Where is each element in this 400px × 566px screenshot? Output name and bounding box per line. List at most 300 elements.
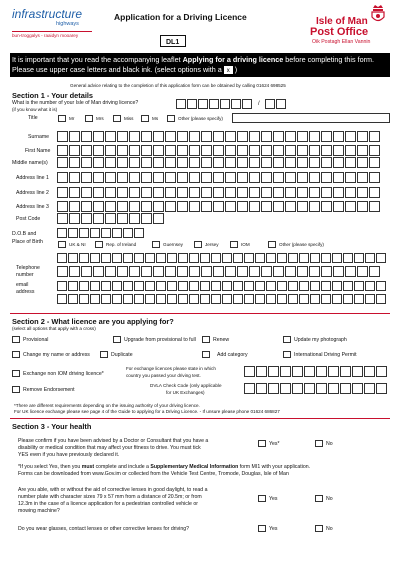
char-box[interactable] (141, 201, 152, 212)
char-box[interactable] (129, 131, 140, 142)
health-q3-yes-checkbox[interactable] (258, 525, 266, 532)
char-box[interactable] (249, 266, 260, 277)
char-box[interactable] (297, 131, 308, 142)
email-boxes-1[interactable] (57, 281, 390, 291)
char-box[interactable] (93, 131, 104, 142)
char-box[interactable] (189, 281, 199, 291)
char-box[interactable] (165, 266, 176, 277)
char-box[interactable] (297, 187, 308, 198)
char-box[interactable] (145, 281, 155, 291)
char-box[interactable] (79, 281, 89, 291)
char-box[interactable] (129, 266, 140, 277)
char-box[interactable] (129, 157, 140, 168)
char-box[interactable] (117, 266, 128, 277)
health-q1-no-checkbox[interactable] (315, 440, 323, 447)
char-box[interactable] (225, 266, 236, 277)
char-box[interactable] (369, 172, 380, 183)
char-box[interactable] (69, 131, 80, 142)
char-box[interactable] (369, 131, 380, 142)
email-boxes-2[interactable] (57, 294, 390, 304)
char-box[interactable] (285, 172, 296, 183)
char-box[interactable] (105, 145, 116, 156)
char-box[interactable] (333, 145, 344, 156)
char-box[interactable] (376, 294, 386, 304)
char-box[interactable] (357, 266, 368, 277)
char-box[interactable] (321, 281, 331, 291)
char-box[interactable] (178, 253, 188, 263)
char-box[interactable] (213, 131, 224, 142)
address-line1-boxes[interactable] (57, 172, 390, 183)
char-box[interactable] (69, 266, 80, 277)
char-box[interactable] (261, 145, 272, 156)
licence-digit[interactable] (187, 99, 197, 109)
char-box[interactable] (156, 253, 166, 263)
char-box[interactable] (201, 157, 212, 168)
char-box[interactable] (268, 366, 279, 377)
char-box[interactable] (112, 281, 122, 291)
char-box[interactable] (167, 281, 177, 291)
char-box[interactable] (57, 172, 68, 183)
char-box[interactable] (81, 157, 92, 168)
char-box[interactable] (57, 213, 68, 224)
char-box[interactable] (112, 228, 122, 238)
char-box[interactable] (310, 253, 320, 263)
char-box[interactable] (237, 131, 248, 142)
char-box[interactable] (90, 228, 100, 238)
char-box[interactable] (141, 266, 152, 277)
char-box[interactable] (292, 366, 303, 377)
char-box[interactable] (222, 294, 232, 304)
char-box[interactable] (57, 228, 67, 238)
char-box[interactable] (201, 201, 212, 212)
char-box[interactable] (112, 294, 122, 304)
char-box[interactable] (177, 172, 188, 183)
char-box[interactable] (261, 131, 272, 142)
char-box[interactable] (376, 281, 386, 291)
char-box[interactable] (68, 294, 78, 304)
char-box[interactable] (376, 253, 386, 263)
char-box[interactable] (288, 281, 298, 291)
char-box[interactable] (141, 213, 152, 224)
photo-checkbox[interactable] (283, 336, 291, 343)
char-box[interactable] (321, 201, 332, 212)
char-box[interactable] (333, 187, 344, 198)
char-box[interactable] (333, 157, 344, 168)
char-box[interactable] (177, 201, 188, 212)
char-box[interactable] (266, 281, 276, 291)
char-box[interactable] (299, 294, 309, 304)
char-box[interactable] (255, 253, 265, 263)
char-box[interactable] (141, 172, 152, 183)
char-box[interactable] (328, 366, 339, 377)
licence-digit[interactable] (220, 99, 230, 109)
char-box[interactable] (101, 253, 111, 263)
title-mrs-checkbox[interactable] (85, 115, 93, 122)
char-box[interactable] (211, 253, 221, 263)
char-box[interactable] (285, 145, 296, 156)
surname-boxes[interactable] (57, 131, 390, 142)
char-box[interactable] (141, 187, 152, 198)
char-box[interactable] (189, 294, 199, 304)
char-box[interactable] (280, 366, 291, 377)
char-box[interactable] (57, 187, 68, 198)
char-box[interactable] (177, 157, 188, 168)
char-box[interactable] (277, 294, 287, 304)
char-box[interactable] (69, 213, 80, 224)
char-box[interactable] (57, 131, 68, 142)
char-box[interactable] (134, 253, 144, 263)
char-box[interactable] (357, 201, 368, 212)
char-box[interactable] (79, 253, 89, 263)
char-box[interactable] (117, 172, 128, 183)
licence-digit[interactable] (176, 99, 186, 109)
char-box[interactable] (316, 366, 327, 377)
char-box[interactable] (101, 281, 111, 291)
char-box[interactable] (165, 172, 176, 183)
char-box[interactable] (165, 145, 176, 156)
char-box[interactable] (213, 266, 224, 277)
char-box[interactable] (156, 294, 166, 304)
char-box[interactable] (165, 131, 176, 142)
char-box[interactable] (153, 266, 164, 277)
pob-guernsey-checkbox[interactable] (152, 241, 160, 248)
char-box[interactable] (256, 366, 267, 377)
char-box[interactable] (123, 228, 133, 238)
char-box[interactable] (345, 145, 356, 156)
char-box[interactable] (57, 253, 67, 263)
char-box[interactable] (249, 172, 260, 183)
char-box[interactable] (354, 253, 364, 263)
health-q3-no-checkbox[interactable] (315, 525, 323, 532)
char-box[interactable] (309, 157, 320, 168)
char-box[interactable] (200, 253, 210, 263)
char-box[interactable] (261, 187, 272, 198)
char-box[interactable] (101, 294, 111, 304)
char-box[interactable] (357, 131, 368, 142)
char-box[interactable] (141, 131, 152, 142)
char-box[interactable] (273, 201, 284, 212)
char-box[interactable] (112, 253, 122, 263)
char-box[interactable] (297, 157, 308, 168)
char-box[interactable] (123, 253, 133, 263)
char-box[interactable] (81, 213, 92, 224)
char-box[interactable] (365, 253, 375, 263)
char-box[interactable] (93, 213, 104, 224)
char-box[interactable] (225, 157, 236, 168)
char-box[interactable] (285, 157, 296, 168)
char-box[interactable] (309, 266, 320, 277)
char-box[interactable] (225, 131, 236, 142)
char-box[interactable] (244, 383, 255, 394)
char-box[interactable] (117, 157, 128, 168)
char-box[interactable] (285, 201, 296, 212)
char-box[interactable] (321, 145, 332, 156)
postcode-boxes[interactable] (57, 213, 167, 224)
char-box[interactable] (256, 383, 267, 394)
pob-other-boxes[interactable] (57, 253, 390, 263)
char-box[interactable] (332, 294, 342, 304)
title-ms-checkbox[interactable] (141, 115, 149, 122)
char-box[interactable] (153, 145, 164, 156)
duplicate-checkbox[interactable] (100, 351, 108, 358)
char-box[interactable] (297, 145, 308, 156)
address-line2-boxes[interactable] (57, 187, 390, 198)
pob-uk-checkbox[interactable] (58, 241, 66, 248)
char-box[interactable] (117, 213, 128, 224)
char-box[interactable] (129, 213, 140, 224)
licence-digit[interactable] (209, 99, 219, 109)
char-box[interactable] (369, 145, 380, 156)
char-box[interactable] (189, 201, 200, 212)
char-box[interactable] (129, 172, 140, 183)
char-box[interactable] (354, 294, 364, 304)
exchange-country-boxes[interactable] (244, 366, 390, 377)
char-box[interactable] (316, 383, 327, 394)
char-box[interactable] (134, 281, 144, 291)
char-box[interactable] (189, 157, 200, 168)
char-box[interactable] (211, 281, 221, 291)
char-box[interactable] (69, 157, 80, 168)
char-box[interactable] (201, 187, 212, 198)
char-box[interactable] (134, 228, 144, 238)
char-box[interactable] (304, 383, 315, 394)
char-box[interactable] (213, 187, 224, 198)
char-box[interactable] (69, 145, 80, 156)
char-box[interactable] (105, 157, 116, 168)
char-box[interactable] (237, 145, 248, 156)
char-box[interactable] (321, 157, 332, 168)
char-box[interactable] (117, 145, 128, 156)
first-name-boxes[interactable] (57, 145, 390, 156)
char-box[interactable] (345, 131, 356, 142)
char-box[interactable] (105, 131, 116, 142)
char-box[interactable] (233, 253, 243, 263)
char-box[interactable] (249, 187, 260, 198)
exchange-checkbox[interactable] (12, 370, 20, 377)
char-box[interactable] (79, 228, 89, 238)
char-box[interactable] (201, 131, 212, 142)
char-box[interactable] (304, 366, 315, 377)
char-box[interactable] (153, 201, 164, 212)
char-box[interactable] (309, 145, 320, 156)
char-box[interactable] (165, 187, 176, 198)
char-box[interactable] (285, 187, 296, 198)
char-box[interactable] (249, 201, 260, 212)
char-box[interactable] (123, 294, 133, 304)
change-checkbox[interactable] (12, 351, 20, 358)
char-box[interactable] (255, 294, 265, 304)
char-box[interactable] (249, 157, 260, 168)
upgrade-checkbox[interactable] (113, 336, 121, 343)
char-box[interactable] (93, 266, 104, 277)
char-box[interactable] (81, 201, 92, 212)
char-box[interactable] (345, 172, 356, 183)
char-box[interactable] (153, 187, 164, 198)
char-box[interactable] (81, 187, 92, 198)
char-box[interactable] (364, 366, 375, 377)
provisional-checkbox[interactable] (12, 336, 20, 343)
char-box[interactable] (285, 131, 296, 142)
char-box[interactable] (261, 172, 272, 183)
char-box[interactable] (201, 266, 212, 277)
char-box[interactable] (244, 281, 254, 291)
char-box[interactable] (237, 172, 248, 183)
char-box[interactable] (177, 187, 188, 198)
char-box[interactable] (310, 281, 320, 291)
char-box[interactable] (244, 253, 254, 263)
char-box[interactable] (321, 172, 332, 183)
char-box[interactable] (200, 294, 210, 304)
char-box[interactable] (309, 172, 320, 183)
char-box[interactable] (309, 131, 320, 142)
char-box[interactable] (273, 157, 284, 168)
char-box[interactable] (79, 294, 89, 304)
char-box[interactable] (105, 213, 116, 224)
char-box[interactable] (321, 187, 332, 198)
char-box[interactable] (93, 157, 104, 168)
renew-checkbox[interactable] (202, 336, 210, 343)
title-other-checkbox[interactable] (167, 115, 175, 122)
char-box[interactable] (167, 253, 177, 263)
char-box[interactable] (177, 266, 188, 277)
char-box[interactable] (189, 253, 199, 263)
char-box[interactable] (333, 172, 344, 183)
char-box[interactable] (141, 157, 152, 168)
char-box[interactable] (81, 266, 92, 277)
char-box[interactable] (93, 201, 104, 212)
char-box[interactable] (365, 294, 375, 304)
char-box[interactable] (268, 383, 279, 394)
char-box[interactable] (249, 145, 260, 156)
char-box[interactable] (288, 253, 298, 263)
dob-boxes[interactable] (57, 228, 145, 238)
char-box[interactable] (129, 145, 140, 156)
char-box[interactable] (321, 253, 331, 263)
char-box[interactable] (145, 294, 155, 304)
char-box[interactable] (321, 131, 332, 142)
char-box[interactable] (237, 187, 248, 198)
char-box[interactable] (255, 281, 265, 291)
char-box[interactable] (237, 201, 248, 212)
char-box[interactable] (69, 172, 80, 183)
char-box[interactable] (309, 201, 320, 212)
char-box[interactable] (261, 157, 272, 168)
char-box[interactable] (57, 294, 67, 304)
char-box[interactable] (117, 131, 128, 142)
char-box[interactable] (81, 145, 92, 156)
licence-digit[interactable] (231, 99, 241, 109)
char-box[interactable] (297, 172, 308, 183)
char-box[interactable] (81, 172, 92, 183)
char-box[interactable] (200, 281, 210, 291)
char-box[interactable] (357, 187, 368, 198)
char-box[interactable] (211, 294, 221, 304)
pob-jersey-checkbox[interactable] (194, 241, 202, 248)
char-box[interactable] (57, 157, 68, 168)
char-box[interactable] (249, 131, 260, 142)
licence-digit[interactable] (198, 99, 208, 109)
char-box[interactable] (357, 145, 368, 156)
char-box[interactable] (244, 366, 255, 377)
char-box[interactable] (357, 157, 368, 168)
pob-iom-checkbox[interactable] (230, 241, 238, 248)
char-box[interactable] (189, 266, 200, 277)
char-box[interactable] (261, 201, 272, 212)
char-box[interactable] (233, 281, 243, 291)
char-box[interactable] (213, 201, 224, 212)
char-box[interactable] (328, 383, 339, 394)
char-box[interactable] (141, 145, 152, 156)
char-box[interactable] (225, 145, 236, 156)
char-box[interactable] (134, 294, 144, 304)
char-box[interactable] (273, 266, 284, 277)
char-box[interactable] (369, 201, 380, 212)
char-box[interactable] (364, 383, 375, 394)
char-box[interactable] (277, 281, 287, 291)
char-box[interactable] (177, 145, 188, 156)
middle-name-boxes[interactable] (57, 157, 390, 168)
char-box[interactable] (285, 266, 296, 277)
health-q2-yes-checkbox[interactable] (258, 495, 266, 502)
char-box[interactable] (273, 131, 284, 142)
char-box[interactable] (129, 187, 140, 198)
licence-digit[interactable] (276, 99, 286, 109)
char-box[interactable] (376, 383, 387, 394)
char-box[interactable] (178, 281, 188, 291)
char-box[interactable] (153, 157, 164, 168)
char-box[interactable] (129, 201, 140, 212)
char-box[interactable] (153, 213, 164, 224)
char-box[interactable] (222, 281, 232, 291)
char-box[interactable] (225, 201, 236, 212)
char-box[interactable] (273, 172, 284, 183)
char-box[interactable] (321, 294, 331, 304)
char-box[interactable] (167, 294, 177, 304)
char-box[interactable] (244, 294, 254, 304)
char-box[interactable] (57, 145, 68, 156)
char-box[interactable] (57, 266, 68, 277)
char-box[interactable] (273, 187, 284, 198)
char-box[interactable] (369, 187, 380, 198)
char-box[interactable] (117, 187, 128, 198)
char-box[interactable] (343, 281, 353, 291)
char-box[interactable] (266, 253, 276, 263)
char-box[interactable] (237, 266, 248, 277)
char-box[interactable] (69, 187, 80, 198)
char-box[interactable] (343, 294, 353, 304)
char-box[interactable] (309, 187, 320, 198)
char-box[interactable] (237, 157, 248, 168)
char-box[interactable] (90, 281, 100, 291)
char-box[interactable] (352, 366, 363, 377)
char-box[interactable] (273, 145, 284, 156)
address-line3-boxes[interactable] (57, 201, 390, 212)
char-box[interactable] (297, 201, 308, 212)
char-box[interactable] (105, 201, 116, 212)
title-mr-checkbox[interactable] (58, 115, 66, 122)
char-box[interactable] (299, 253, 309, 263)
char-box[interactable] (333, 266, 344, 277)
char-box[interactable] (189, 172, 200, 183)
char-box[interactable] (266, 294, 276, 304)
health-q2-no-checkbox[interactable] (315, 495, 323, 502)
char-box[interactable] (201, 145, 212, 156)
char-box[interactable] (369, 266, 380, 277)
char-box[interactable] (310, 294, 320, 304)
char-box[interactable] (117, 201, 128, 212)
char-box[interactable] (297, 266, 308, 277)
licence-digit[interactable] (265, 99, 275, 109)
